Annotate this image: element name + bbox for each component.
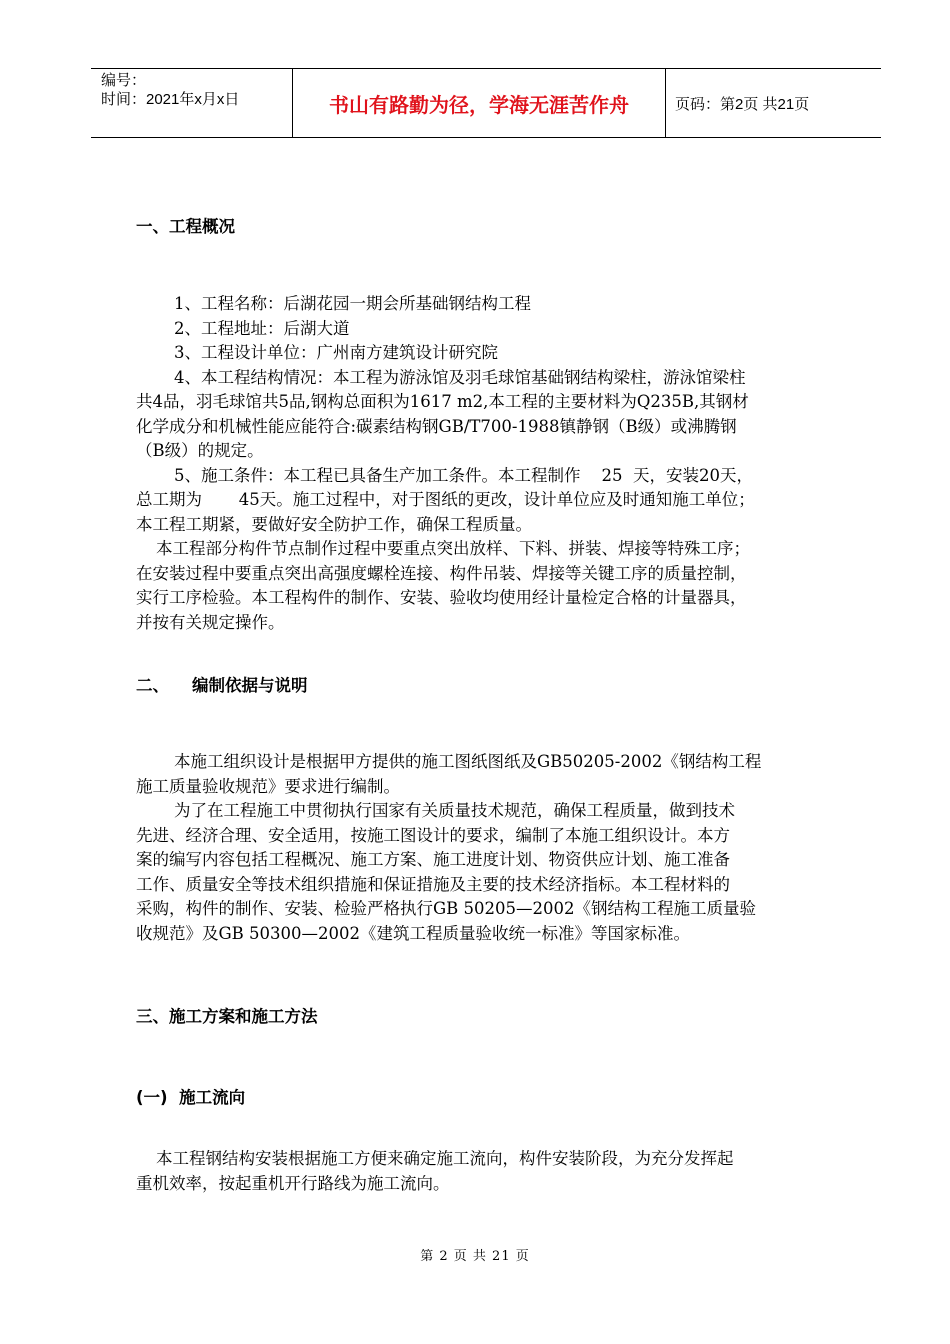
paragraph-line: 在安装过程中要重点突出高强度螺栓连接、构件吊装、焊接等关键工序的质量控制， [136, 563, 747, 583]
section-3-content [136, 1147, 848, 1196]
paragraph-line: 施工质量验收规范》要求进行编制。 [136, 776, 400, 796]
section-3-subtitle: (一) 施工流向 [136, 1088, 246, 1107]
paragraph-line: 化学成分和机械性能应能符合:碳素结构钢GB/T700-1988镇静钢（B级）或沸腾钢 [136, 416, 737, 436]
paragraph-line: 并按有关规定操作。 [136, 612, 285, 632]
paragraph-line: 重机效率，按起重机开行路线为施工流向。 [136, 1173, 450, 1193]
paragraph-line: 4、本工程结构情况：本工程为游泳馆及羽毛球馆基础钢结构梁柱，游泳馆梁柱 [174, 367, 746, 387]
paragraph-line: （B级）的规定。 [136, 441, 264, 460]
paragraph-line: 采购，构件的制作、安装、检验严格执行GB 50205—2002《钢结构工程施工质量验 [136, 899, 757, 918]
doc-time-label: 时间：2021年x月x日 [101, 91, 240, 108]
paragraph-line: 共4品，羽毛球馆共5品,钢构总面积为1617 m2,本工程的主要材料为Q235B,其钢材 [136, 392, 749, 411]
paragraph-line: 工作、质量安全等技术组织措施和保证措施及主要的技术经济指标。本工程材料的 [136, 874, 730, 894]
page-footer: 第 2 页 共 21 页 [420, 1249, 530, 1264]
paragraph-line: 实行工序检验。本工程构件的制作、安装、验收均使用经计量检定合格的计量器具， [136, 588, 747, 607]
paragraph-line: 本工程部分构件节点制作过程中要重点突出放样、下料、拼装、焊接等特殊工序； [156, 539, 750, 558]
section-2-content [136, 750, 848, 946]
paragraph-line: 3、工程设计单位：广州南方建筑设计研究院 [174, 343, 498, 362]
doc-number-label: 编号： [101, 72, 147, 89]
paragraph-line: 本工程工期紧，要做好安全防护工作，确保工程质量。 [136, 514, 532, 534]
header-divider [665, 69, 666, 137]
header-table [91, 68, 881, 138]
paragraph-line: 2、工程地址：后湖大道 [174, 318, 350, 338]
header-motto: 书山有路勤为径，学海无涯苦作舟 [329, 92, 629, 117]
paragraph-line: 总工期为 45天。施工过程中，对于图纸的更改，设计单位应及时通知施工单位； [136, 490, 755, 509]
paragraph-line: 为了在工程施工中贯彻执行国家有关质量技术规范，确保工程质量，做到技术 [174, 801, 735, 820]
paragraph-line: 5、施工条件：本工程已具备生产加工条件。本工程制作 25 天，安装20天， [174, 465, 753, 485]
paragraph-line: 先进、经济合理、安全适用，按施工图设计的要求，编制了本施工组织设计。本方 [136, 825, 730, 845]
paragraph-line: 收规范》及GB 50300—2002《建筑工程质量验收统一标准》等国家标准。 [136, 923, 691, 943]
section-1-content [136, 292, 848, 635]
paragraph-line: 本施工组织设计是根据甲方提供的施工图纸图纸及GB50205-2002《钢结构工程 [174, 752, 762, 771]
header-meta [91, 69, 292, 137]
section-3-title: 三、施工方案和施工方法 [136, 1007, 318, 1026]
section-1-title: 一、工程概况 [136, 217, 235, 236]
paragraph-line: 1、工程名称：后湖花园一期会所基础钢结构工程 [174, 294, 531, 313]
section-2-title: 二、 编制依据与说明 [136, 676, 308, 695]
header-page-info: 页码：第2页 共21页 [675, 96, 810, 113]
paragraph-line: 本工程钢结构安装根据施工方便来确定施工流向，构件安装阶段，为充分发挥起 [156, 1149, 734, 1168]
paragraph-line: 案的编写内容包括工程概况、施工方案、施工进度计划、物资供应计划、施工准备 [136, 850, 730, 869]
